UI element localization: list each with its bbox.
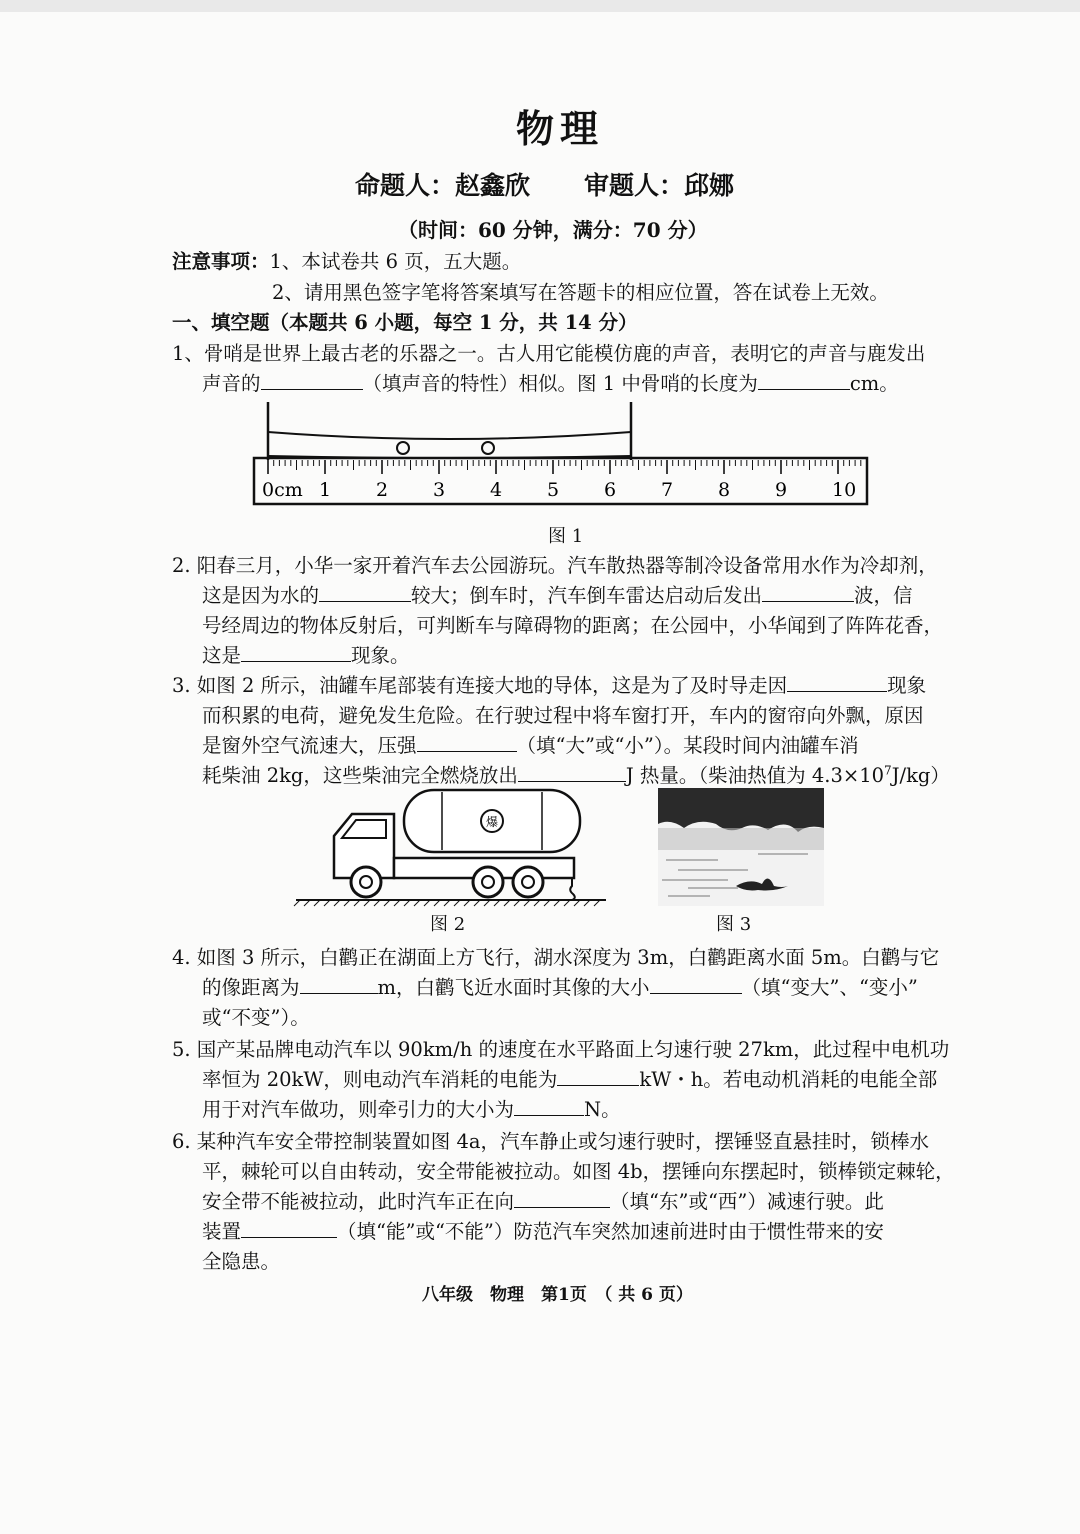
q1-line-1: 1、骨哨是世界上最古老的乐器之一。古人用它能模仿鹿的声音，表明它的声音与鹿发出 (172, 342, 926, 365)
grounding-chain (570, 878, 575, 900)
wheel-rear-1 (473, 867, 503, 897)
q5-blank-2 (514, 1097, 584, 1116)
q4-line-3: 或“不变”）。 (202, 1006, 310, 1029)
q4-blank-2 (650, 975, 742, 994)
q3-text-g: J/kg） (891, 764, 950, 787)
q6-blank-1 (514, 1189, 610, 1208)
q2-text-c: 波，信 (854, 584, 913, 607)
page-title: 物理 (515, 106, 604, 151)
trees-silhouette (658, 788, 824, 832)
q5-line-3 (202, 1094, 621, 1122)
q3-line-4 (202, 760, 950, 788)
whistle-hole-2 (482, 442, 494, 454)
top-band (0, 0, 1080, 12)
q3-exponent: 7 (884, 763, 892, 778)
q2-line-4 (202, 640, 410, 668)
time-info: （时间：60 分钟，满分：70 分） (398, 218, 708, 242)
page-footer: 八年级 物理 第1页 （ 共 6 页） (422, 1285, 693, 1305)
q3-line-3 (202, 730, 859, 758)
q5-text-a: 率恒为 20kW，则电动汽车消耗的电能为 (202, 1068, 558, 1091)
ruler-label: 3 (433, 479, 446, 501)
q6-text-d: （填“能”或“不能”）防范汽车突然加速前进时由于惯性带来的安 (337, 1220, 884, 1243)
q5-text-d: N。 (584, 1098, 621, 1121)
q2-line-3: 号经周边的物体反射后，可判断车与障碍物的距离；在公园中，小华闻到了阵阵花香， (202, 614, 944, 637)
figure-3-caption: 图 3 (716, 914, 752, 935)
q1-line-2 (202, 368, 899, 396)
ruler-label: 7 (661, 479, 674, 501)
setter-label: 命题人： (355, 171, 456, 200)
q1-text-c: cm。 (849, 372, 899, 395)
wheel-front (351, 867, 381, 897)
q6-line-3 (202, 1186, 884, 1214)
q5-text-c: 用于对汽车做功，则牵引力的大小为 (202, 1098, 515, 1121)
q4-text-b: m，白鹳飞近水面时其像的大小 (377, 976, 650, 999)
q3-blank-3 (518, 763, 626, 782)
figure-3-photo (658, 788, 824, 906)
q1-text-b: （填声音的特性）相似。图 1 中骨哨的长度为 (362, 372, 758, 395)
ruler-label: 6 (604, 479, 617, 501)
notes-item-2: 2、请用黑色签字笔将答案填写在答题卡的相应位置，答在试卷上无效。 (272, 281, 889, 304)
q6-text-a: 安全带不能被拉动，此时汽车正在向 (202, 1190, 515, 1213)
q6-line-4 (202, 1216, 884, 1244)
notes-item-1: 1、本试卷共 6 页，五大题。 (269, 250, 522, 273)
q4-text-c: （填“变大”、“变小” (741, 976, 918, 999)
tank-label: 爆 (485, 815, 499, 829)
reviewer-label: 审题人： (584, 171, 685, 200)
q3-text-a: 3. 如图 2 所示，油罐车尾部装有连接大地的导体，这是为了及时导走因 (172, 674, 788, 697)
ruler-label: 4 (490, 479, 503, 501)
ruler-label: 8 (718, 479, 731, 501)
q2-text-b: 较大；倒车时，汽车倒车雷达启动后发出 (411, 584, 763, 607)
ruler-label: 5 (547, 479, 560, 501)
q2-text-d: 这是 (202, 644, 242, 667)
q5-line-2 (202, 1064, 937, 1092)
notes-line-1 (172, 246, 521, 274)
figure-1-caption: 图 1 (548, 526, 584, 547)
q1-blank-1 (261, 371, 363, 390)
q3-text-d: （填“大”或“小”）。某段时间内油罐车消 (516, 734, 859, 757)
figure-2-tanker-truck (292, 786, 610, 908)
section1-title: 一、填空题（本题共 6 小题，每空 1 分，共 14 分） (172, 311, 638, 334)
reviewer-name: 邱娜 (684, 171, 735, 200)
ruler-label: 10 (832, 479, 857, 501)
q3-text-c: 是窗外空气流速大，压强 (202, 734, 417, 757)
figure-2-caption: 图 2 (430, 914, 466, 935)
authors-line (355, 166, 734, 202)
q6-line-1: 6. 某种汽车安全带控制装置如图 4a，汽车静止或匀速行驶时，摆锤竖直悬挂时，锁棒水 (172, 1130, 930, 1153)
q6-text-c: 装置 (202, 1220, 242, 1243)
q5-line-1: 5. 国产某品牌电动汽车以 90km/h 的速度在水平路面上匀速行驶 27km，此过程中电机功 (172, 1038, 950, 1061)
bone-upper-edge (268, 432, 631, 439)
q2-line-1: 2. 阳春三月，小华一家开着汽车去公园游玩。汽车散热器等制冷设备常用水作为冷却剂， (172, 554, 938, 577)
q6-blank-2 (241, 1219, 337, 1238)
q6-line-2: 平，棘轮可以自由转动，安全带能被拉动。如图 4b，摆锤向东摆起时，锁棒锁定棘轮， (202, 1160, 955, 1183)
q4-line-2 (202, 972, 918, 1000)
notes-label: 注意事项： (172, 250, 270, 273)
q3-blank-2 (417, 733, 517, 752)
q3-blank-1 (787, 673, 887, 692)
q3-line-1 (172, 670, 926, 698)
q2-line-2 (202, 580, 913, 608)
ruler-labels (262, 479, 856, 501)
q4-line-1: 4. 如图 3 所示，白鹳正在湖面上方飞行，湖水深度为 3m，白鹳距离水面 5m。白鹳与它 (172, 946, 940, 969)
ruler-label: 0cm (262, 479, 303, 501)
q2-blank-2 (762, 583, 854, 602)
q4-blank-1 (300, 975, 378, 994)
setter-name: 赵鑫欣 (455, 171, 531, 200)
q1-blank-2 (758, 371, 850, 390)
q2-text-a: 这是因为水的 (202, 584, 320, 607)
q2-blank-3 (241, 643, 351, 662)
q3-text-b: 现象 (887, 674, 927, 697)
q1-text-a: 声音的 (202, 372, 261, 395)
whistle-hole-1 (397, 442, 409, 454)
q6-text-b: （填“东”或“西”）减速行驶。此 (610, 1190, 884, 1213)
ruler-label: 9 (775, 479, 788, 501)
q3-text-e: 耗柴油 2kg，这些柴油完全燃烧放出 (202, 764, 518, 787)
q2-text-e: 现象。 (351, 644, 410, 667)
ruler-label: 2 (376, 479, 389, 501)
q5-blank-1 (557, 1067, 639, 1086)
q6-line-5: 全隐患。 (202, 1250, 281, 1273)
ruler-label: 1 (319, 479, 332, 501)
q3-line-2: 而积累的电荷，避免发生危险。在行驶过程中将车窗打开，车内的窗帘向外飘，原因 (202, 704, 924, 727)
figure-1-ruler (248, 398, 872, 510)
ruler-ticks (268, 460, 861, 474)
q5-text-b: kW・h。若电动机消耗的电能全部 (639, 1068, 938, 1091)
wheel-rear-2 (513, 867, 543, 897)
q2-blank-1 (319, 583, 411, 602)
q3-text-f: J 热量。（柴油热值为 4.3×10 (625, 764, 885, 787)
q4-text-a: 的像距离为 (202, 976, 300, 999)
